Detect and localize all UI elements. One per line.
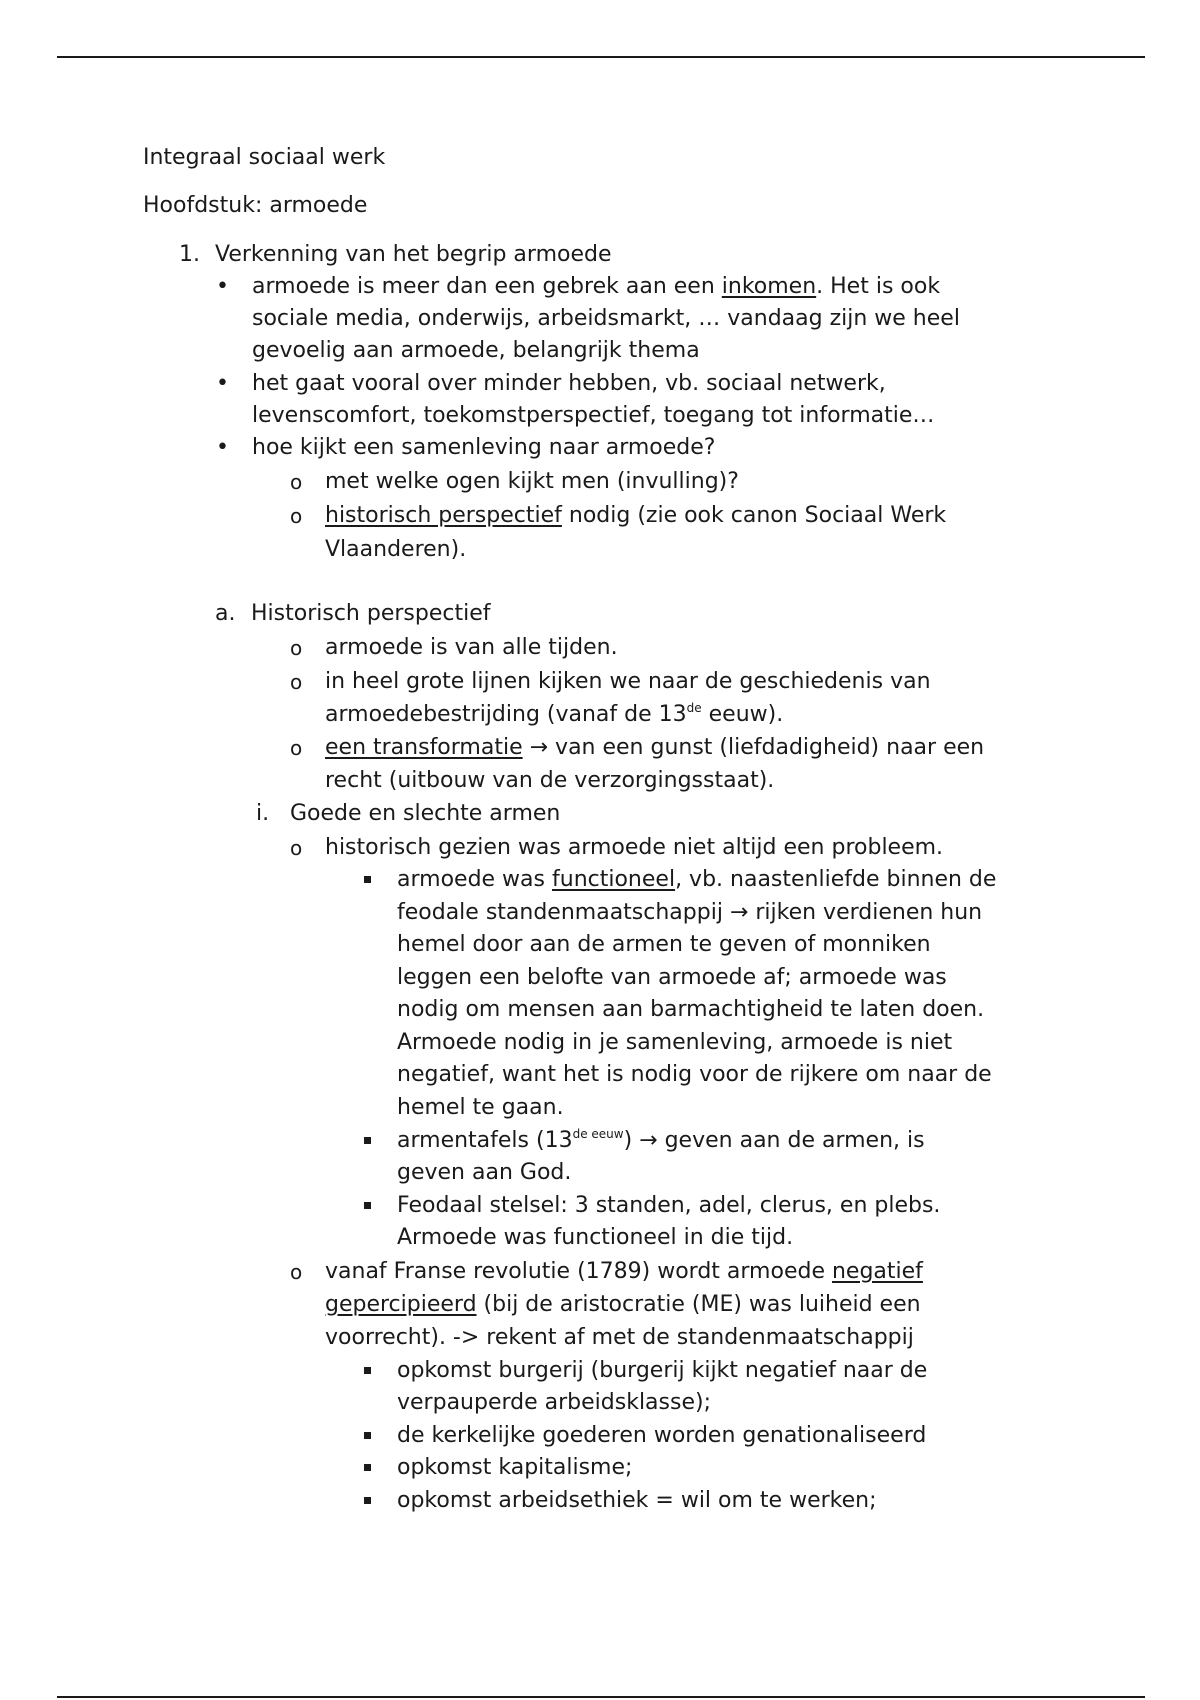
sub-list-item: een transformatie → van een gunst (liefdadigheid) naar een	[325, 735, 985, 760]
chapter-heading: Hoofdstuk: armoede	[143, 193, 368, 218]
subsection-heading: Historisch perspectief	[251, 601, 491, 626]
circle-marker: o	[290, 736, 303, 760]
square-bullet	[364, 1202, 371, 1209]
square-list-item-continuation: geven aan God.	[397, 1160, 572, 1185]
sub-list-item: historisch perspectief nodig (zie ook canon Sociaal Werk	[325, 503, 947, 528]
sub-list-item-continuation: voorrecht). -> rekent af met de standenmaatschappij	[325, 1325, 914, 1350]
list-item: het gaat vooral over minder hebben, vb. sociaal netwerk,	[252, 371, 886, 396]
sub-list-item: armoede is van alle tijden.	[325, 635, 618, 660]
square-list-item-continuation: Armoede nodig in je samenleving, armoede is niet	[397, 1030, 953, 1055]
list-item: hoe kijkt een samenleving naar armoede?	[252, 435, 716, 460]
square-list-item: opkomst kapitalisme;	[397, 1455, 633, 1480]
bullet-marker: •	[216, 274, 229, 299]
square-list-item: opkomst burgerij (burgerij kijkt negatief naar de	[397, 1358, 928, 1383]
circle-marker: o	[290, 470, 303, 494]
square-list-item-continuation: nodig om mensen aan barmachtigheid te laten doen.	[397, 997, 985, 1022]
square-list-item-continuation: Armoede was functioneel in die tijd.	[397, 1225, 794, 1250]
square-list-item-continuation: hemel te gaan.	[397, 1095, 564, 1120]
header-rule	[57, 56, 1145, 58]
square-list-item: Feodaal stelsel: 3 standen, adel, clerus, en plebs.	[397, 1193, 941, 1218]
list-item: armoede is meer dan een gebrek aan een inkomen. Het is ook	[252, 274, 941, 299]
circle-marker: o	[290, 636, 303, 660]
section-heading: Verkenning van het begrip armoede	[215, 242, 612, 267]
document-title: Integraal sociaal werk	[143, 145, 386, 170]
list-item-continuation: sociale media, onderwijs, arbeidsmarkt, … vandaag zijn we heel	[252, 306, 960, 331]
square-list-item-continuation: leggen een belofte van armoede af; armoede was	[397, 965, 947, 990]
square-bullet	[364, 876, 371, 883]
section-number: 1.	[179, 242, 200, 267]
section-numeral: i.	[256, 801, 270, 826]
circle-marker: o	[290, 670, 303, 694]
sub-list-item-continuation: recht (uitbouw van de verzorgingsstaat).	[325, 768, 775, 793]
bullet-marker: •	[216, 371, 229, 396]
circle-marker: o	[290, 504, 303, 528]
bullet-marker: •	[216, 435, 229, 460]
sub-list-item: in heel grote lijnen kijken we naar de geschiedenis van	[325, 669, 931, 694]
square-list-item-continuation: hemel door aan de armen te geven of monniken	[397, 932, 931, 957]
square-bullet	[364, 1497, 371, 1504]
sub-list-item-continuation: Vlaanderen).	[325, 537, 467, 562]
section-letter: a.	[215, 601, 236, 626]
square-list-item-continuation: negatief, want het is nodig voor de rijkere om naar de	[397, 1062, 992, 1087]
square-bullet	[364, 1137, 371, 1144]
square-list-item: armentafels $(13^{de eeuw})$ → geven aan de armen, is	[397, 1127, 925, 1153]
square-bullet	[364, 1367, 371, 1374]
square-list-item-continuation: feodale standenmaatschappij → rijken verdienen hun	[397, 900, 983, 925]
sub-list-item: vanaf Franse revolutie (1789) wordt armoede negatief	[325, 1259, 923, 1284]
list-item-continuation: levenscomfort, toekomstperspectief, toegang tot informatie…	[252, 403, 935, 428]
sub-list-item: met welke ogen kijkt men (invulling)?	[325, 469, 739, 494]
square-list-item: de kerkelijke goederen worden genationaliseerd	[397, 1423, 927, 1448]
sub-list-item-continuation: armoedebestrijding (vanaf de 13de eeuw).	[325, 701, 784, 727]
list-item-continuation: gevoelig aan armoede, belangrijk thema	[252, 338, 700, 363]
sub-list-item: historisch gezien was armoede niet altijd een probleem.	[325, 835, 944, 860]
subsection-heading: Goede en slechte armen	[290, 801, 561, 826]
square-bullet	[364, 1464, 371, 1471]
circle-marker: o	[290, 836, 303, 860]
square-bullet	[364, 1432, 371, 1439]
footer-rule	[57, 1696, 1145, 1698]
square-list-item: armoede was functioneel, vb. naastenliefde binnen de	[397, 867, 997, 892]
square-list-item: opkomst arbeidsethiek = wil om te werken;	[397, 1488, 877, 1513]
sub-list-item-continuation: gepercipieerd (bij de aristocratie (ME) was luiheid een	[325, 1292, 921, 1317]
square-list-item-continuation: verpauperde arbeidsklasse);	[397, 1390, 711, 1415]
circle-marker: o	[290, 1260, 303, 1284]
